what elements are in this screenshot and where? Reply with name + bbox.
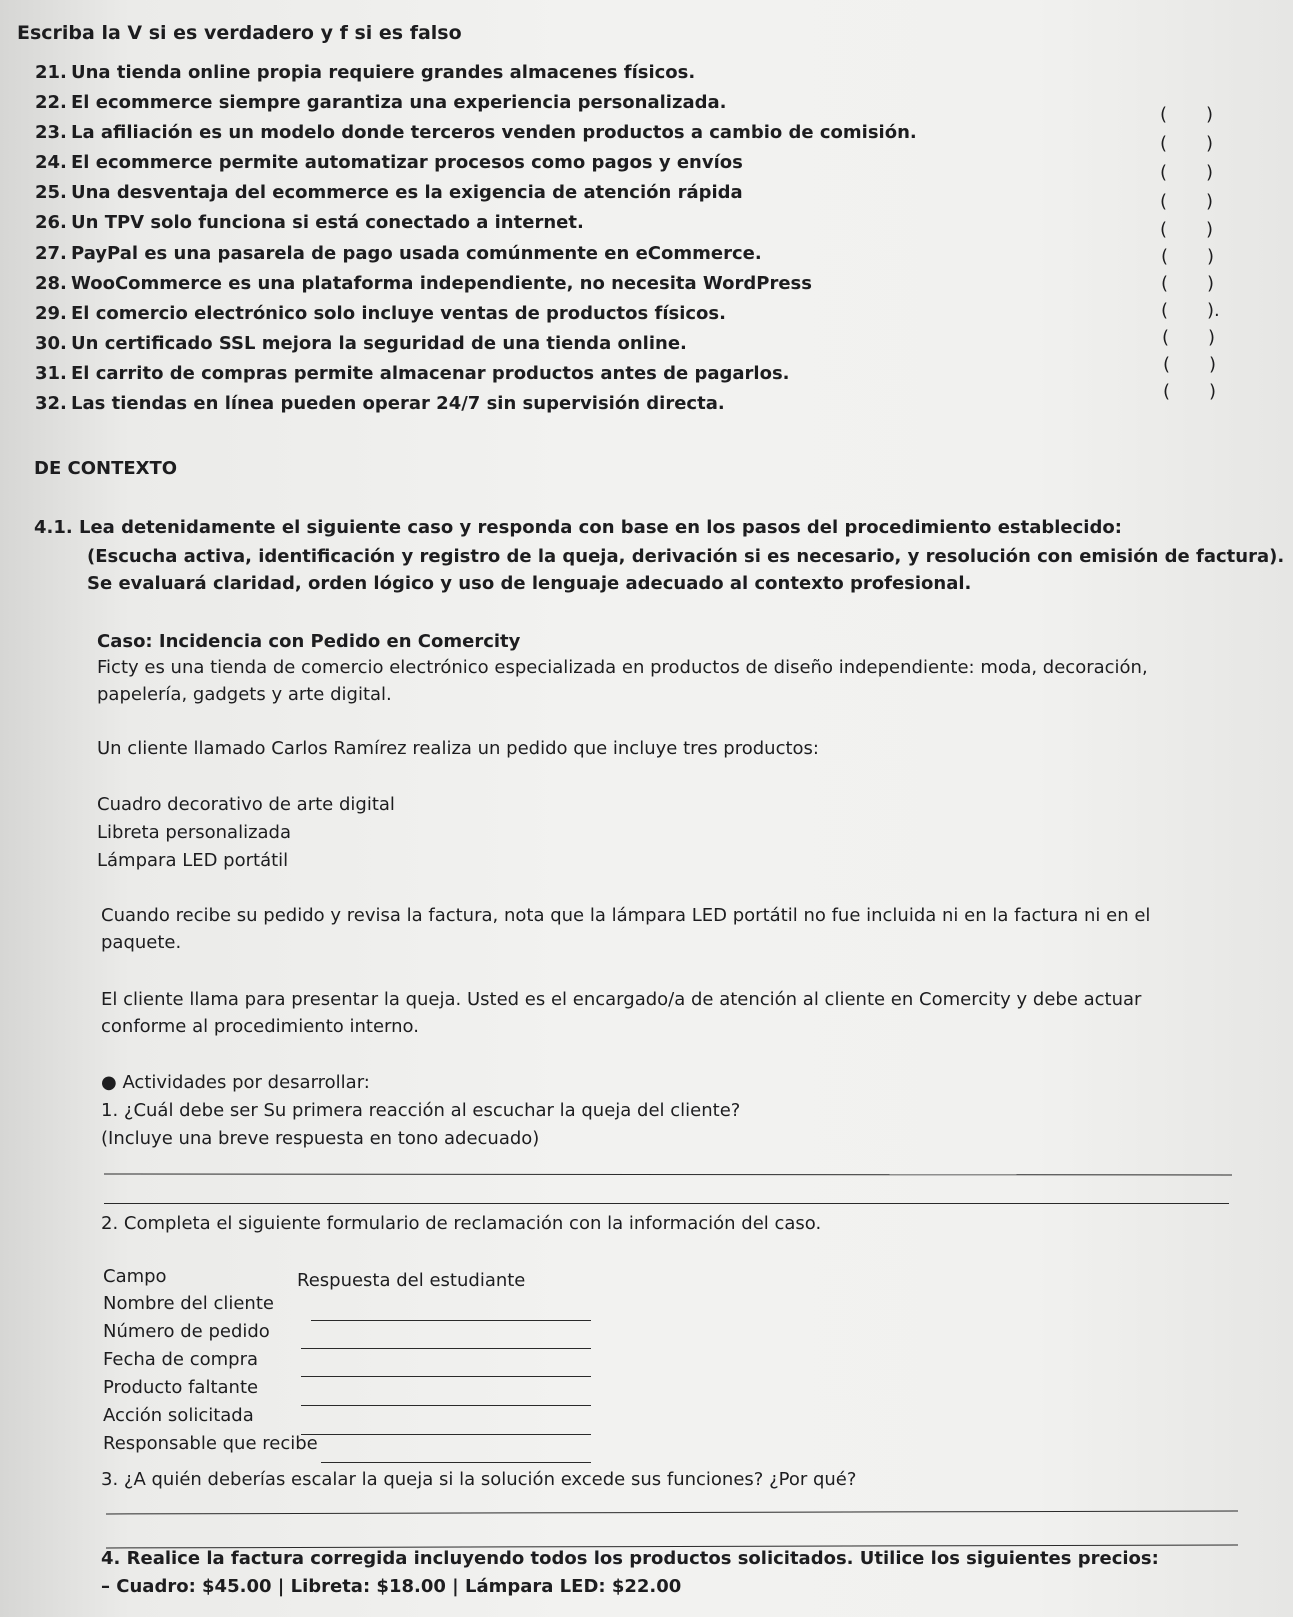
- case-title: Caso: Incidencia con Pedido en Comercity: [97, 631, 521, 652]
- price-list: – Cuadro: $45.00 | Libreta: $18.00 | Lámpara LED: $22.00: [101, 1576, 682, 1597]
- form-field-label: Acción solicitada: [103, 1405, 254, 1426]
- form-field-input[interactable]: [321, 1462, 591, 1463]
- instructions-line-2: (Escucha activa, identificación y registro de la queja, derivación si es necesario, y resolución con emisión de factura).: [87, 546, 1285, 567]
- case-customer: Un cliente llamado Carlos Ramírez realiza un pedido que incluye tres productos:: [97, 738, 819, 759]
- answer-blank-27[interactable]: ( ): [1161, 246, 1215, 267]
- answer-line-2[interactable]: [104, 1203, 1229, 1204]
- question-32: 32. Las tiendas en línea pueden operar 24/7 sin supervisión directa.: [35, 393, 725, 414]
- page-title: Escriba la V si es verdadero y f si es falso: [17, 22, 462, 44]
- form-header-field: Campo: [103, 1266, 167, 1287]
- activity-question-3: 3. ¿A quién deberías escalar la queja si la solución excede sus funciones? ¿Por qué?: [101, 1469, 857, 1490]
- form-field-input[interactable]: [301, 1405, 591, 1406]
- answer-blank-23[interactable]: ( ): [1160, 133, 1214, 154]
- case-issue-line-1: Cuando recibe su pedido y revisa la factura, nota que la lámpara LED portátil no fue incluida ni en la factura ni en el: [101, 905, 1151, 926]
- answer-blank-22[interactable]: ( ): [1160, 104, 1214, 125]
- instructions-line-1: 4.1. Lea detenidamente el siguiente caso y responda con base en los pasos del procedimiento establecido:: [34, 517, 1122, 538]
- answer-line-1[interactable]: [104, 1174, 1232, 1176]
- form-field-input[interactable]: [301, 1434, 591, 1435]
- question-26: 26. Un TPV solo funciona si está conectado a internet.: [35, 212, 584, 233]
- form-field-input[interactable]: [301, 1348, 591, 1349]
- question-29: 29. El comercio electrónico solo incluye ventas de productos físicos.: [35, 303, 726, 324]
- question-31: 31. El carrito de compras permite almacenar productos antes de pagarlos.: [35, 363, 790, 384]
- question-21: 21. Una tienda online propia requiere grandes almacenes físicos.: [35, 62, 696, 83]
- question-22: 22. El ecommerce siempre garantiza una experiencia personalizada.: [35, 92, 727, 113]
- section-heading: DE CONTEXTO: [34, 458, 178, 479]
- question-24: 24. El ecommerce permite automatizar procesos como pagos y envíos: [35, 152, 743, 173]
- answer-blank-30[interactable]: ( ): [1162, 327, 1216, 348]
- form-field-input[interactable]: [311, 1320, 591, 1321]
- product-item-2: Libreta personalizada: [97, 822, 292, 843]
- form-header-answer: Respuesta del estudiante: [297, 1270, 526, 1291]
- answer-blank-26[interactable]: ( ): [1160, 219, 1214, 240]
- form-field-label: Fecha de compra: [103, 1349, 259, 1370]
- question-28: 28. WooCommerce es una plataforma independiente, no necesita WordPress: [35, 273, 812, 294]
- product-item-1: Cuadro decorativo de arte digital: [97, 794, 395, 815]
- activity-question-2: 2. Completa el siguiente formulario de reclamación con la información del caso.: [101, 1213, 822, 1234]
- answer-blank-32[interactable]: ( ): [1163, 381, 1217, 402]
- answer-line-3[interactable]: [106, 1511, 1238, 1515]
- question-25: 25. Una desventaja del ecommerce es la exigencia de atención rápida: [35, 182, 743, 203]
- answer-blank-31[interactable]: ( ): [1163, 354, 1217, 375]
- instructions-line-3: Se evaluará claridad, orden lógico y uso de lenguaje adecuado al contexto profesional.: [87, 573, 972, 594]
- answer-blank-28[interactable]: ( ): [1161, 273, 1215, 294]
- form-field-label: Responsable que recibe: [103, 1433, 318, 1454]
- case-call-line-1: El cliente llama para presentar la queja. Usted es el encargado/a de atención al cliente en Comercity y debe actuar: [101, 989, 1142, 1010]
- answer-blank-25[interactable]: ( ): [1160, 191, 1214, 212]
- form-field-input[interactable]: [301, 1376, 591, 1377]
- question-23: 23. La afiliación es un modelo donde terceros venden productos a cambio de comisión.: [35, 122, 917, 143]
- case-issue-line-2: paquete.: [101, 932, 182, 953]
- question-27: 27. PayPal es una pasarela de pago usada comúnmente en eCommerce.: [35, 243, 762, 264]
- form-field-label: Nombre del cliente: [103, 1293, 274, 1314]
- activity-question-1-note: (Incluye una breve respuesta en tono adecuado): [101, 1128, 540, 1149]
- activity-question-4: 4. Realice la factura corregida incluyendo todos los productos solicitados. Utilice los siguientes precios:: [101, 1548, 1159, 1569]
- activities-heading: ● Actividades por desarrollar:: [101, 1072, 370, 1093]
- case-call-line-2: conforme al procedimiento interno.: [101, 1016, 419, 1037]
- question-30: 30. Un certificado SSL mejora la seguridad de una tienda online.: [35, 333, 687, 354]
- form-field-label: Producto faltante: [103, 1377, 259, 1398]
- answer-blank-29[interactable]: ( ).: [1161, 300, 1220, 321]
- form-field-label: Número de pedido: [103, 1321, 270, 1342]
- case-intro-line-1: Ficty es una tienda de comercio electrónico especializada en productos de diseño independiente: moda, decoración,: [97, 657, 1148, 678]
- activity-question-1: 1. ¿Cuál debe ser Su primera reacción al escuchar la queja del cliente?: [101, 1100, 741, 1121]
- bullet-icon: ●: [101, 1072, 123, 1093]
- case-intro-line-2: papelería, gadgets y arte digital.: [97, 684, 392, 705]
- product-item-3: Lámpara LED portátil: [97, 850, 289, 871]
- answer-blank-24[interactable]: ( ): [1160, 162, 1214, 183]
